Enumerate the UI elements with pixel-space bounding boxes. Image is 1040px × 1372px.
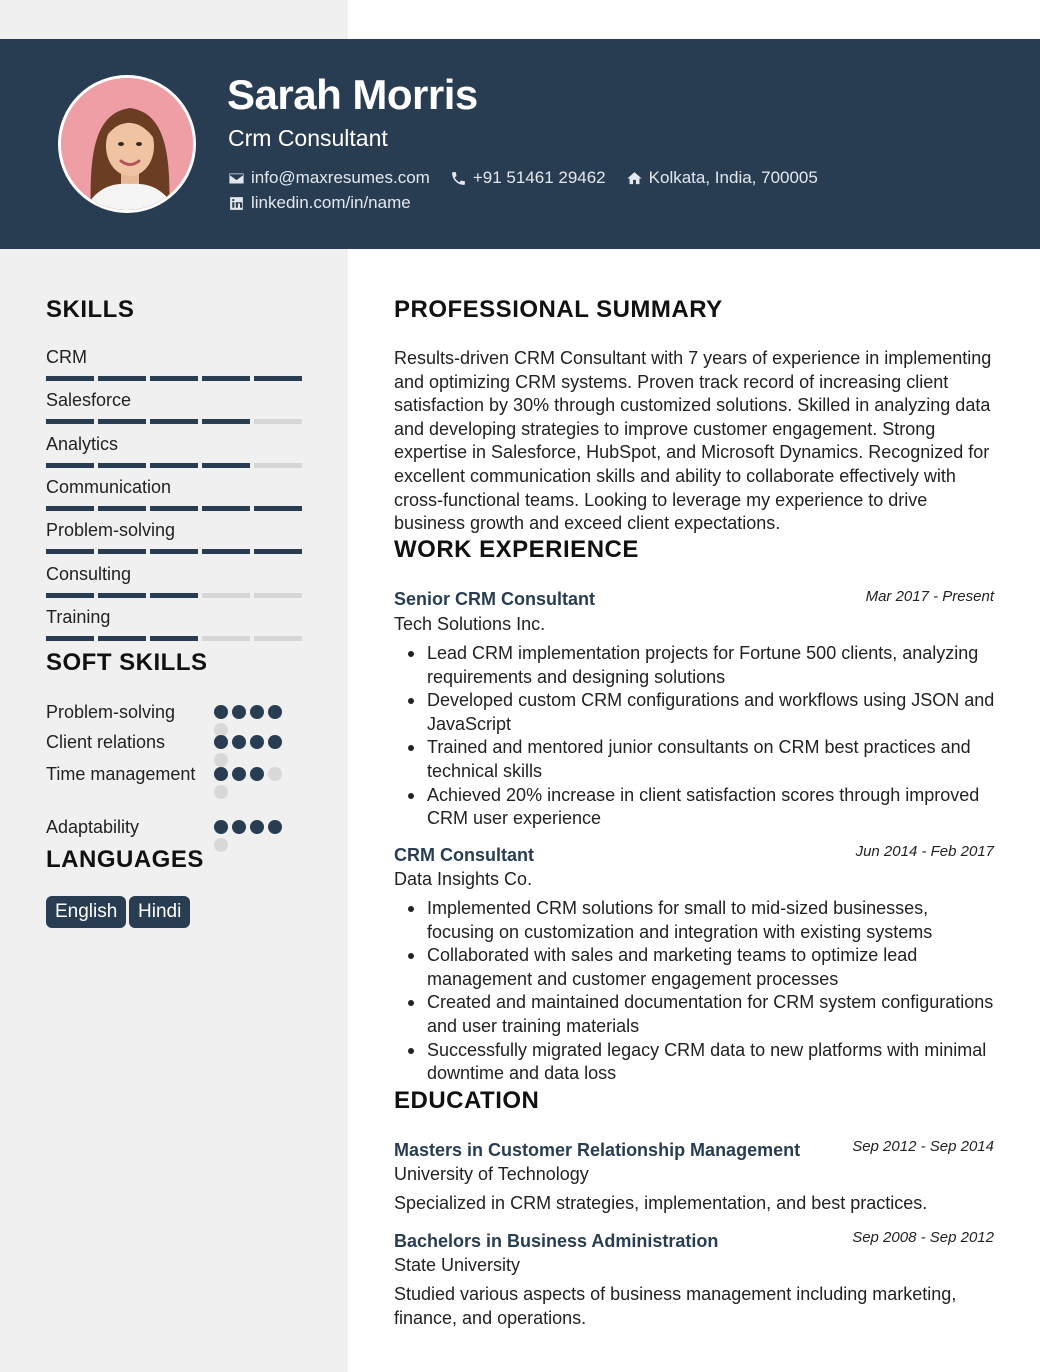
rating-dot xyxy=(250,705,264,719)
list-item: Trained and mentored junior consultants on CRM best practices and technical skills xyxy=(394,736,1000,783)
soft-skill-rating xyxy=(214,705,290,737)
skill-label: Communication xyxy=(46,476,172,497)
rating-dot xyxy=(232,705,246,719)
phone-icon xyxy=(450,170,467,187)
contact-location xyxy=(626,168,818,188)
skill-level-segment xyxy=(254,636,302,641)
skill-level-segment xyxy=(150,376,198,381)
skill-label: Training xyxy=(46,606,111,627)
skill-level-segment xyxy=(150,549,198,554)
skill-level-segment xyxy=(202,593,250,598)
skill-level-segment xyxy=(150,593,198,598)
contact-email[interactable] xyxy=(228,168,430,188)
language-badge: English xyxy=(46,896,126,928)
skill-label: CRM xyxy=(46,347,87,367)
skill-level-segment xyxy=(254,463,302,468)
rating-dot xyxy=(232,767,246,781)
skill-level-segment xyxy=(202,463,250,468)
rating-dot xyxy=(214,820,228,834)
list-item: Achieved 20% increase in client satisfaction scores through improved CRM user experience xyxy=(394,784,1000,831)
job-title: Senior CRM Consultant xyxy=(394,589,595,609)
rating-dot xyxy=(268,820,282,834)
list-item: Developed custom CRM configurations and workflows using JSON and JavaScript xyxy=(394,689,1000,736)
job-company: Tech Solutions Inc. xyxy=(394,614,546,634)
skill-level-segment xyxy=(150,506,198,511)
degree-description: Studied various aspects of business management including marketing, finance, and operations. xyxy=(394,1284,957,1328)
rating-dot xyxy=(250,767,264,781)
skill-level-segment xyxy=(46,463,94,468)
skill-level-segment xyxy=(202,506,250,511)
job-dates: Jun 2014 - Feb 2017 xyxy=(855,843,994,860)
degree-title: Bachelors in Business Administration xyxy=(394,1231,719,1251)
school-name: State University xyxy=(394,1255,521,1275)
skill-level-bar xyxy=(46,636,302,641)
email-text: info@maxresumes.com xyxy=(251,168,430,187)
skill-level-segment xyxy=(98,636,146,641)
rating-dot xyxy=(250,735,264,749)
skill-level-segment xyxy=(46,419,94,424)
rating-dot xyxy=(214,705,228,719)
skill-level-segment xyxy=(98,593,146,598)
contact-phone[interactable] xyxy=(450,168,606,188)
skill-label: Consulting xyxy=(46,563,132,584)
home-icon xyxy=(626,170,643,187)
soft-skill-label: Time management xyxy=(46,764,196,784)
candidate-title: Crm Consultant xyxy=(228,125,388,151)
soft-skill-rating xyxy=(214,820,290,852)
degree-description: Specialized in CRM strategies, implementation, and best practices. xyxy=(394,1193,928,1213)
degree-title: Masters in Customer Relationship Management xyxy=(394,1140,801,1160)
portrait-image xyxy=(61,78,196,213)
list-item: Successfully migrated legacy CRM data to new platforms with minimal downtime and data loss xyxy=(394,1039,1000,1086)
location-text: Kolkata, India, 700005 xyxy=(648,168,818,187)
skill-level-bar xyxy=(46,463,302,468)
skill-level-segment xyxy=(150,463,198,468)
soft-skill-label: Adaptability xyxy=(46,817,140,837)
skill-level-segment xyxy=(46,593,94,598)
skill-level-segment xyxy=(254,593,302,598)
list-item: Lead CRM implementation projects for Fortune 500 clients, analyzing requirements and designing solutions xyxy=(394,642,1000,689)
list-item: Created and maintained documentation for CRM system configurations and user training materials xyxy=(394,991,1000,1038)
rating-dot xyxy=(214,735,228,749)
rating-dot xyxy=(214,767,228,781)
school-name: University of Technology xyxy=(394,1164,589,1184)
envelope-icon xyxy=(228,170,245,187)
job-company: Data Insights Co. xyxy=(394,869,533,889)
rating-dot xyxy=(268,735,282,749)
skill-level-bar xyxy=(46,419,302,424)
contact-row xyxy=(228,168,818,188)
languages-heading: LANGUAGES xyxy=(46,846,204,873)
skill-level-bar xyxy=(46,376,302,381)
skill-level-segment xyxy=(98,419,146,424)
rating-dot xyxy=(214,785,228,799)
skill-level-segment xyxy=(254,506,302,511)
soft-skill-label: Client relations xyxy=(46,732,166,752)
job-title: CRM Consultant xyxy=(394,845,534,865)
resume-header xyxy=(0,39,1040,249)
job-dates: Mar 2017 - Present xyxy=(865,588,994,605)
skill-level-bar xyxy=(46,506,302,511)
education-heading: EDUCATION xyxy=(394,1087,540,1114)
rating-dot xyxy=(214,753,228,767)
contact-linkedin[interactable] xyxy=(228,193,411,213)
summary-text: Results-driven CRM Consultant with 7 years of experience in implementing and optimizing CRM systems. Proven track record of increasing client satisfaction by 30% through customized solutions. Skilled in analyzing data and developing strategies to improve customer engagement. Strong expertise in Salesforce, HubSpot, and Microsoft Dynamics. Recognized for excellent communication skills and ability to collaborate effectively with cross-functional teams. Looking to leverage my experience to drive business growth and exceed client expectations. xyxy=(394,348,992,534)
skill-level-segment xyxy=(150,419,198,424)
skill-level-segment xyxy=(46,549,94,554)
skill-level-segment xyxy=(202,549,250,554)
skill-level-segment xyxy=(46,376,94,381)
soft-skills-heading: SOFT SKILLS xyxy=(46,649,208,676)
linkedin-icon xyxy=(228,195,245,212)
skill-level-segment xyxy=(98,376,146,381)
skill-level-segment xyxy=(150,636,198,641)
rating-dot xyxy=(214,838,228,852)
rating-dot xyxy=(250,820,264,834)
rating-dot xyxy=(232,820,246,834)
phone-text: +91 51461 29462 xyxy=(472,168,606,187)
skill-level-segment xyxy=(202,419,250,424)
summary-heading: PROFESSIONAL SUMMARY xyxy=(394,296,723,323)
skill-level-segment xyxy=(46,636,94,641)
job-bullets xyxy=(394,642,1000,831)
candidate-name: Sarah Morris xyxy=(227,71,478,118)
skill-level-segment xyxy=(254,419,302,424)
linkedin-text: linkedin.com/in/name xyxy=(251,193,411,212)
list-item: Implemented CRM solutions for small to mid-sized businesses, focusing on customization and integration with existing systems xyxy=(394,897,1000,944)
language-badge: Hindi xyxy=(129,896,190,928)
skill-label: Problem-solving xyxy=(46,520,176,541)
skill-level-segment xyxy=(254,549,302,554)
soft-skill-rating xyxy=(214,735,290,767)
skill-label: Salesforce xyxy=(46,390,132,411)
degree-dates: Sep 2008 - Sep 2012 xyxy=(852,1229,994,1246)
avatar xyxy=(58,75,196,213)
job-bullets xyxy=(394,897,1000,1086)
soft-skill-label: Problem-solving xyxy=(46,702,176,722)
soft-skill-rating xyxy=(214,767,290,799)
skill-level-segment xyxy=(254,376,302,381)
skill-level-segment xyxy=(202,636,250,641)
skill-level-segment xyxy=(202,376,250,381)
skill-level-segment xyxy=(98,549,146,554)
skill-level-bar xyxy=(46,549,302,554)
experience-heading: WORK EXPERIENCE xyxy=(394,536,639,563)
skill-label: Analytics xyxy=(46,433,119,454)
skill-level-bar xyxy=(46,593,302,598)
list-item: Collaborated with sales and marketing teams to optimize lead management and customer engagement processes xyxy=(394,944,1000,991)
skill-level-segment xyxy=(98,506,146,511)
rating-dot xyxy=(268,705,282,719)
skill-level-segment xyxy=(46,506,94,511)
skill-level-segment xyxy=(98,463,146,468)
rating-dot xyxy=(268,767,282,781)
degree-dates: Sep 2012 - Sep 2014 xyxy=(852,1138,994,1155)
skills-heading: SKILLS xyxy=(46,296,135,323)
rating-dot xyxy=(232,735,246,749)
